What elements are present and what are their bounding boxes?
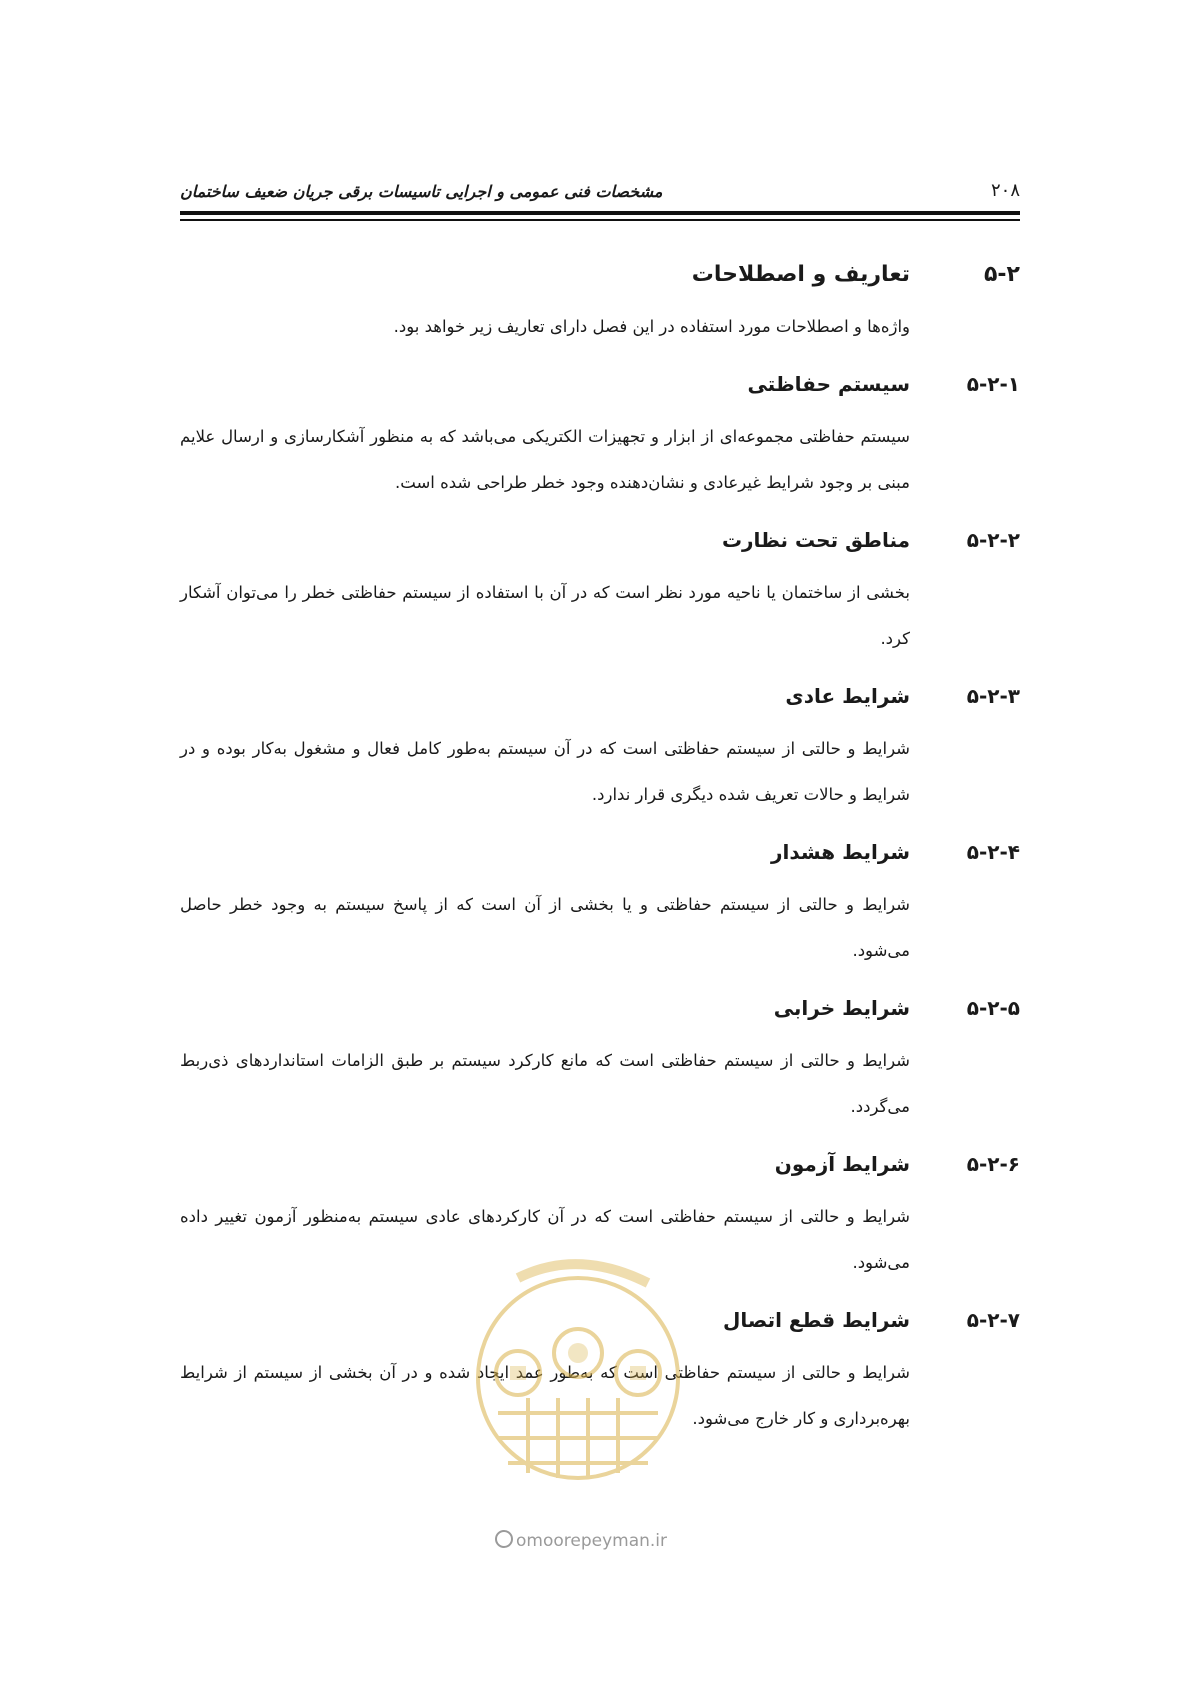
- section-heading: [180, 262, 1020, 300]
- subsection-heading: [180, 528, 1020, 566]
- subsection-heading: [180, 840, 1020, 878]
- watermark-seal-icon: [458, 1238, 698, 1498]
- subsection-number: ۵-۲-۴: [966, 840, 1020, 864]
- subsection-body: شرایط و حالتی از سیستم حفاظتی است که در آن سیستم به‌طور کامل فعال و مشغول به‌کار بوده و در شرایط و حالات تعریف شده دیگری قرار ندارد.: [180, 739, 910, 804]
- subsection-heading: [180, 372, 1020, 410]
- watermark-site: [495, 1530, 667, 1551]
- subsection-number: ۵-۲-۱: [966, 372, 1020, 396]
- subsection-number: ۵-۲-۶: [966, 1152, 1020, 1176]
- subsection-body: شرایط و حالتی از سیستم حفاظتی و یا بخشی از آن است که از پاسخ سیستم به وجود خطر حاصل می‌شود.: [180, 895, 910, 960]
- subsection-fault-condition: [180, 996, 1020, 1130]
- section-number: ۵-۲: [984, 262, 1020, 287]
- subsection-title: شرایط هشدار: [771, 840, 910, 864]
- subsection-title: شرایط عادی: [785, 684, 910, 708]
- subsection-heading: [180, 1152, 1020, 1190]
- subsection-alarm-condition: [180, 840, 1020, 974]
- section-title: تعاریف و اصطلاحات: [691, 262, 910, 287]
- subsection-body: شرایط و حالتی از سیستم حفاظتی است که به‌طور عمد ایجاد شده و در آن بخشی از سیستم از شرایط بهره‌برداری و کار خارج می‌شود.: [180, 1363, 910, 1428]
- subsection-heading: [180, 684, 1020, 722]
- section-intro: واژه‌ها و اصطلاحات مورد استفاده در این فصل دارای تعاریف زیر خواهد بود.: [393, 317, 910, 336]
- subsection-monitored-areas: [180, 528, 1020, 662]
- subsection-body: بخشی از ساختمان یا ناحیه مورد نظر است که در آن با استفاده از سیستم حفاظتی خطر را می‌توان آشکار کرد.: [180, 583, 910, 648]
- subsection-body: شرایط و حالتی از سیستم حفاظتی است که مانع کارکرد سیستم بر طبق الزامات استانداردهای ذی‌ربط می‌گردد.: [180, 1051, 910, 1116]
- page-number: ۲۰۸: [990, 180, 1020, 201]
- subsection-title: سیستم حفاظتی: [747, 372, 910, 396]
- subsection-number: ۵-۲-۵: [966, 996, 1020, 1020]
- subsection-number: ۵-۲-۷: [966, 1308, 1020, 1332]
- running-title: مشخصات فنی عمومی و اجرایی تاسیسات برقی جریان ضعیف ساختمان: [180, 182, 663, 201]
- subsection-title: شرایط قطع اتصال: [723, 1308, 910, 1332]
- header-rule-thick: [180, 211, 1020, 215]
- running-header: [180, 176, 1020, 212]
- subsection-title: شرایط خرابی: [773, 996, 910, 1020]
- subsection-normal-condition: [180, 684, 1020, 818]
- subsection-number: ۵-۲-۲: [966, 528, 1020, 552]
- subsection-number: ۵-۲-۳: [966, 684, 1020, 708]
- section-definitions: [180, 262, 1020, 350]
- subsection-protection-system: [180, 372, 1020, 506]
- header-rule-thin: [180, 219, 1020, 221]
- subsection-title: مناطق تحت نظارت: [721, 528, 910, 552]
- subsection-body: شرایط و حالتی از سیستم حفاظتی است که در آن کارکردهای عادی سیستم به‌منظور آزمون تغییر داده می‌شود.: [180, 1207, 910, 1272]
- subsection-title: شرایط آزمون: [774, 1152, 910, 1176]
- watermark-site-text: omoorepeyman.ir: [516, 1531, 668, 1551]
- subsection-heading: [180, 996, 1020, 1034]
- globe-icon: [495, 1530, 513, 1548]
- subsection-body: سیستم حفاظتی مجموعه‌ای از ابزار و تجهیزات الکتریکی می‌باشد که به منظور آشکارسازی و ارسال علایم مبنی بر وجود شرایط غیرعادی و نشان‌دهنده وجود خطر طراحی شده است.: [180, 427, 910, 492]
